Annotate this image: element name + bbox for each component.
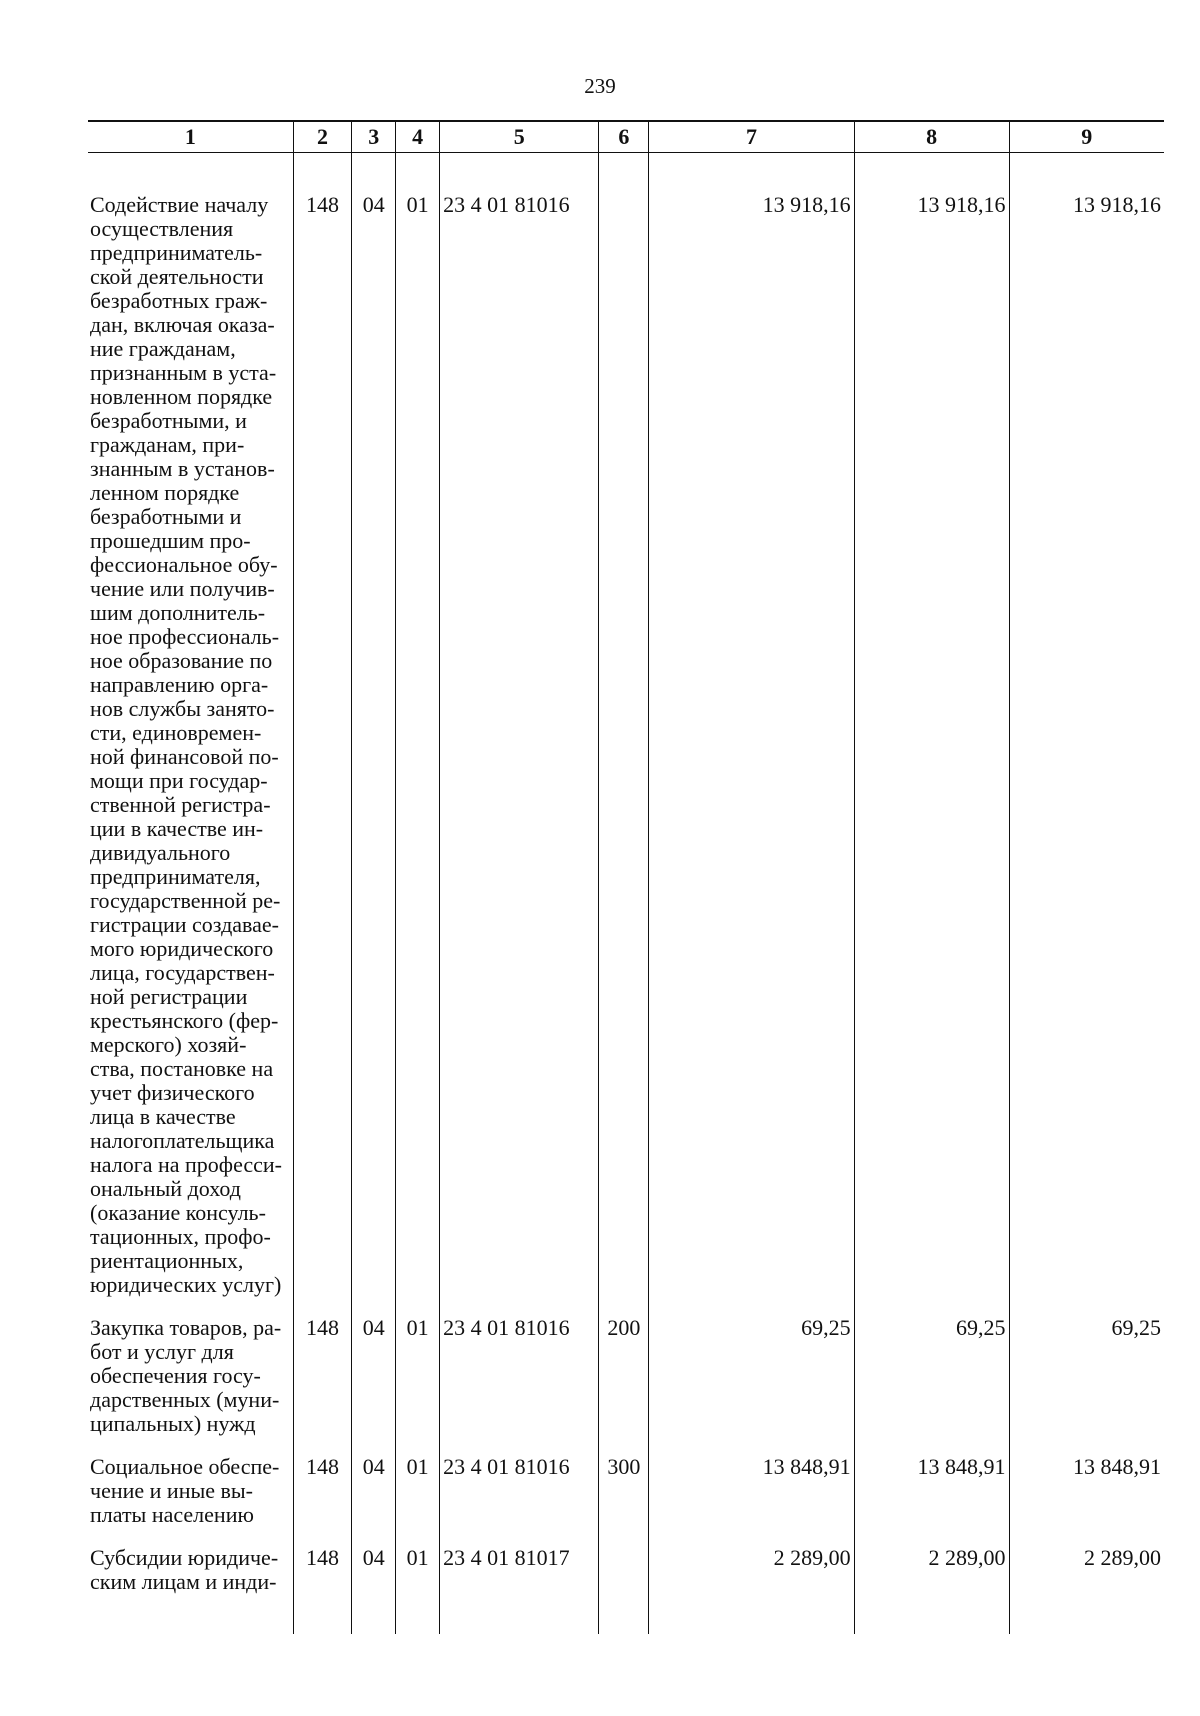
row-name-line: чение и иные вы- <box>90 1478 254 1503</box>
row-name-line: ципальных) нужд <box>90 1411 256 1436</box>
subsection-code-cell: 01 <box>396 1541 440 1634</box>
row-name-line: обеспечения госу- <box>90 1363 261 1388</box>
row-name-line: Субсидии юридиче- <box>90 1545 279 1570</box>
amount-cell: 69,25 <box>854 1311 1009 1450</box>
row-name-line: дарственных (муни- <box>90 1387 280 1412</box>
row-name-line: ленном порядке <box>90 480 240 505</box>
section-code-cell: 04 <box>352 1541 396 1634</box>
row-name-line: безработными и <box>90 504 242 529</box>
amount-cell: 2 289,00 <box>1009 1541 1164 1634</box>
table-row <box>88 1450 1164 1541</box>
row-name-line: признанным в уста- <box>90 360 277 385</box>
subsection-code-cell: 01 <box>396 153 440 1312</box>
row-name-line: налогоплательщика <box>90 1128 275 1153</box>
amount-cell: 2 289,00 <box>649 1541 854 1634</box>
target-article-cell: 23 4 01 81016 <box>440 1311 599 1450</box>
row-name-line: ное профессиональ- <box>90 624 280 649</box>
row-name-line: направлению орга- <box>90 672 269 697</box>
amount-cell: 69,25 <box>649 1311 854 1450</box>
section-code-cell: 04 <box>352 1311 396 1450</box>
section-code-cell: 04 <box>352 153 396 1312</box>
section-code-cell: 04 <box>352 1450 396 1541</box>
amount-cell: 13 848,91 <box>1009 1450 1164 1541</box>
amount-cell: 13 848,91 <box>649 1450 854 1541</box>
subsection-code-cell: 01 <box>396 1450 440 1541</box>
expense-type-cell <box>599 153 649 1312</box>
row-name-line: безработных граж- <box>90 288 268 313</box>
row-name-line: Закупка товаров, ра- <box>90 1315 282 1340</box>
row-name-line: ской деятельности <box>90 264 264 289</box>
amount-cell: 69,25 <box>1009 1311 1164 1450</box>
budget-table <box>88 120 1164 1634</box>
row-name-line: гистрации создавае- <box>90 912 279 937</box>
column-header: 5 <box>440 121 599 153</box>
amount-cell: 13 918,16 <box>1009 153 1164 1312</box>
row-name-line: осуществления <box>90 216 234 241</box>
expense-type-cell: 200 <box>599 1311 649 1450</box>
row-name-line: мого юридического <box>90 936 274 961</box>
column-header: 2 <box>293 121 352 153</box>
column-header: 3 <box>352 121 396 153</box>
row-name-line: тационных, профо- <box>90 1224 271 1249</box>
row-name-line: мерского) хозяй- <box>90 1032 247 1057</box>
row-name-line: шим дополнитель- <box>90 600 266 625</box>
row-name-line: гражданам, при- <box>90 432 245 457</box>
subsection-code-cell: 01 <box>396 1311 440 1450</box>
row-name-line: государственной ре- <box>90 888 281 913</box>
row-name-cell <box>88 1450 293 1541</box>
row-name-line: ной финансовой по- <box>90 744 279 769</box>
row-name-line: ции в качестве ин- <box>90 816 264 841</box>
expense-type-cell <box>599 1541 649 1634</box>
row-name-line: фессиональное обу- <box>90 552 278 577</box>
column-header: 7 <box>649 121 854 153</box>
row-name-line: Социальное обеспе- <box>90 1454 280 1479</box>
row-name-line: Содействие началу <box>90 192 269 217</box>
table-header-row <box>88 121 1164 153</box>
amount-cell: 13 918,16 <box>649 153 854 1312</box>
column-header: 9 <box>1009 121 1164 153</box>
admin-code-cell: 148 <box>293 1311 352 1450</box>
row-name-line: лица в качестве <box>90 1104 236 1129</box>
row-name-cell <box>88 1311 293 1450</box>
table-row <box>88 1541 1164 1634</box>
amount-cell: 13 848,91 <box>854 1450 1009 1541</box>
row-name-line: ной регистрации <box>90 984 248 1009</box>
row-name-line: ским лицам и инди- <box>90 1569 277 1594</box>
admin-code-cell: 148 <box>293 1450 352 1541</box>
expense-type-cell: 300 <box>599 1450 649 1541</box>
row-name-line: налога на професси- <box>90 1152 283 1177</box>
page-number: 239 <box>584 74 616 98</box>
target-article-cell: 23 4 01 81017 <box>440 1541 599 1634</box>
row-name-line: ственной регистра- <box>90 792 271 817</box>
table-row <box>88 153 1164 1312</box>
row-name-line: ное образование по <box>90 648 273 673</box>
row-name-line: ональный доход <box>90 1176 241 1201</box>
table-row <box>88 1311 1164 1450</box>
row-name-line: знанным в установ- <box>90 456 275 481</box>
target-article-cell: 23 4 01 81016 <box>440 153 599 1312</box>
row-name-line: новленном порядке <box>90 384 273 409</box>
row-name-line: чение или получив- <box>90 576 275 601</box>
row-name-line: сти, единовремен- <box>90 720 262 745</box>
row-name-line: дивидуального <box>90 840 231 865</box>
row-name-line: предпринимателя, <box>90 864 261 889</box>
row-name-line: крестьянского (фер- <box>90 1008 279 1033</box>
column-header: 1 <box>88 121 293 153</box>
amount-cell: 13 918,16 <box>854 153 1009 1312</box>
row-name-cell <box>88 1541 293 1634</box>
row-name-line: предприниматель- <box>90 240 263 265</box>
row-name-line: безработными, и <box>90 408 247 433</box>
column-header: 6 <box>599 121 649 153</box>
row-name-cell <box>88 153 293 1312</box>
admin-code-cell: 148 <box>293 1541 352 1634</box>
row-name-line: лица, государствен- <box>90 960 275 985</box>
row-name-line: риентационных, <box>90 1248 244 1273</box>
column-header: 8 <box>854 121 1009 153</box>
row-name-line: платы населению <box>90 1502 254 1527</box>
row-name-line: мощи при государ- <box>90 768 268 793</box>
row-name-line: учет физического <box>90 1080 255 1105</box>
row-name-line: нов службы занято- <box>90 696 275 721</box>
row-name-line: (оказание консуль- <box>90 1200 266 1225</box>
row-name-line: бот и услуг для <box>90 1339 234 1364</box>
column-header: 4 <box>396 121 440 153</box>
row-name-line: прошедшим про- <box>90 528 251 553</box>
row-name-line: дан, включая оказа- <box>90 312 275 337</box>
row-name-line: ние гражданам, <box>90 336 236 361</box>
row-name-line: юридических услуг) <box>90 1272 282 1297</box>
target-article-cell: 23 4 01 81016 <box>440 1450 599 1541</box>
admin-code-cell: 148 <box>293 153 352 1312</box>
amount-cell: 2 289,00 <box>854 1541 1009 1634</box>
row-name-line: ства, постановке на <box>90 1056 274 1081</box>
